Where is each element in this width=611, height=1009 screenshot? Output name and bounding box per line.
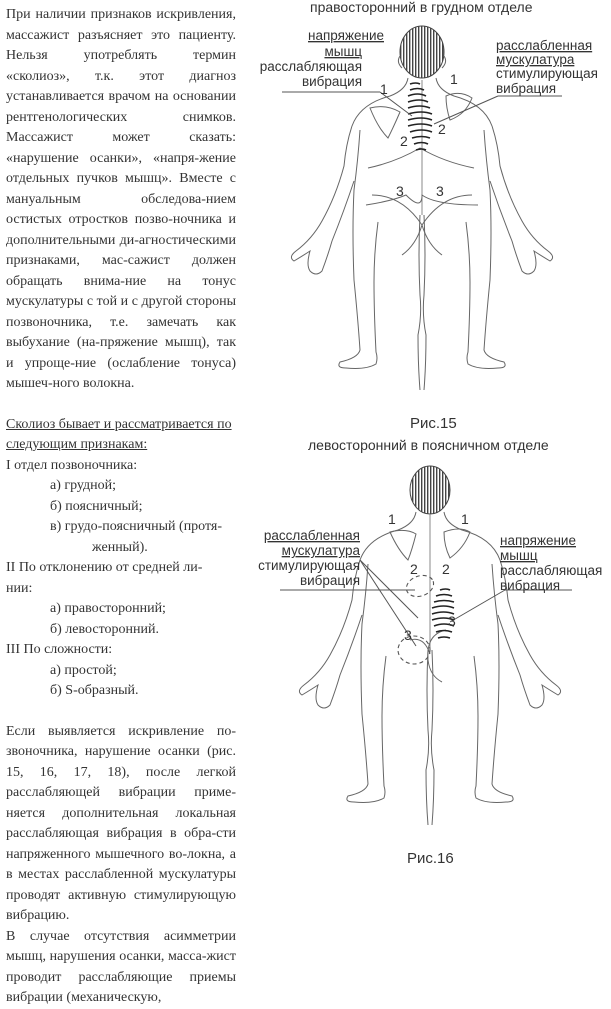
svg-text:вибрация: вибрация — [500, 578, 561, 593]
svg-text:1: 1 — [380, 81, 388, 97]
body-text-column — [6, 5, 236, 1009]
svg-text:вибрация: вибрация — [301, 74, 362, 89]
group-3-title: III По сложности: — [6, 642, 113, 657]
svg-text:3: 3 — [448, 613, 456, 629]
paragraph-symmetry: В случае отсутствия асимметрии мышц, нарушения осанки, масса-жист проводит расслабляющие приемы вибрации (механическую, — [6, 928, 236, 1005]
svg-text:1: 1 — [388, 511, 396, 527]
paragraph-intro: При наличии признаков искривления, массажист разъясняет это пациенту. Нельзя употреблять термин «сколиоз», т.к. этот диагноз устанавливается врачом на основании рентгенологических снимков. Массажист может сказать: «нарушение осанки», «напря-жение отдельных пучков мышц». Вместе с мануальным обследова-нием остистых отростков позво-ночника и дополнительными ди-агностическими признаками, мас-сажист должен обращать внима-ние на тонус мускулатуры с той и с другой стороны позвоночника, т.е. замечать как выбухание (на-пряжение мышц), так и упроще-ние (ослабление тонуса) мышеч-ного волокна. — [6, 7, 236, 391]
svg-text:2: 2 — [442, 561, 450, 577]
group-1-title: I отдел позвоночника: — [6, 457, 138, 473]
classification-heading: Сколиоз бывает и рассматривается по следующим признакам: — [6, 416, 232, 452]
figure-15-caption: Рис.15 — [410, 415, 457, 432]
svg-text:2: 2 — [410, 561, 418, 577]
group-2-title-cont: нии: — [6, 580, 33, 596]
list-item: б) поясничный; — [50, 498, 143, 514]
svg-text:3: 3 — [396, 183, 404, 199]
svg-text:расслабляющая: расслабляющая — [500, 563, 603, 578]
group-2-title: II По отклонению от средней ли- — [6, 560, 203, 575]
svg-text:1: 1 — [450, 71, 458, 87]
svg-text:мышц: мышц — [324, 44, 362, 59]
figures-column — [250, 0, 611, 871]
list-item: б) левосторонний. — [50, 621, 159, 637]
list-item: в) грудо-поясничный (протя- — [50, 519, 223, 534]
svg-text:вибрация: вибрация — [299, 573, 360, 588]
svg-text:2: 2 — [438, 121, 446, 137]
list-item: женный). — [92, 539, 148, 555]
svg-text:расслабленная: расслабленная — [496, 38, 593, 53]
svg-text:мускулатура: мускулатура — [281, 543, 360, 558]
svg-text:расслабляющая: расслабляющая — [259, 59, 362, 74]
body-diagram-16-icon — [250, 460, 611, 860]
svg-text:напряжение: напряжение — [500, 533, 576, 548]
svg-text:напряжение: напряжение — [308, 28, 384, 43]
figure-16-title: левосторонний в поясничном отделе — [308, 437, 549, 453]
list-item: б) S-образный. — [50, 683, 139, 698]
body-diagram-15-icon — [250, 0, 611, 430]
svg-text:вибрация: вибрация — [496, 81, 557, 96]
list-item: а) правосторонний; — [50, 601, 166, 616]
svg-text:стимулирующая: стимулирующая — [496, 66, 598, 81]
svg-text:расслабленная: расслабленная — [263, 528, 360, 543]
paragraph-treatment: Если выявляется искривление по-звоночника, нарушение осанки (рис. 15, 16, 17, 18), после легкой расслабляющей вибрации приме-няется дополнительная локальная расслабляющая вибрация в обра-сти напряженного мышечного во-локна, а в местах расслабленной мускулатуры проводят активную стимулирующую вибрацию. — [6, 723, 236, 923]
list-item: а) грудной; — [50, 478, 117, 493]
figure-16-caption: Рис.16 — [407, 850, 454, 867]
svg-text:стимулирующая: стимулирующая — [258, 558, 360, 573]
svg-text:1: 1 — [461, 511, 469, 527]
figure-15-title: правосторонний в грудном отделе — [310, 0, 533, 15]
svg-text:2: 2 — [400, 133, 408, 149]
classification-list — [6, 456, 236, 702]
svg-text:мускулатура: мускулатура — [496, 52, 575, 67]
list-item: а) простой; — [50, 662, 117, 678]
svg-text:3: 3 — [404, 627, 412, 643]
svg-text:3: 3 — [436, 183, 444, 199]
svg-text:мышц: мышц — [500, 548, 538, 563]
